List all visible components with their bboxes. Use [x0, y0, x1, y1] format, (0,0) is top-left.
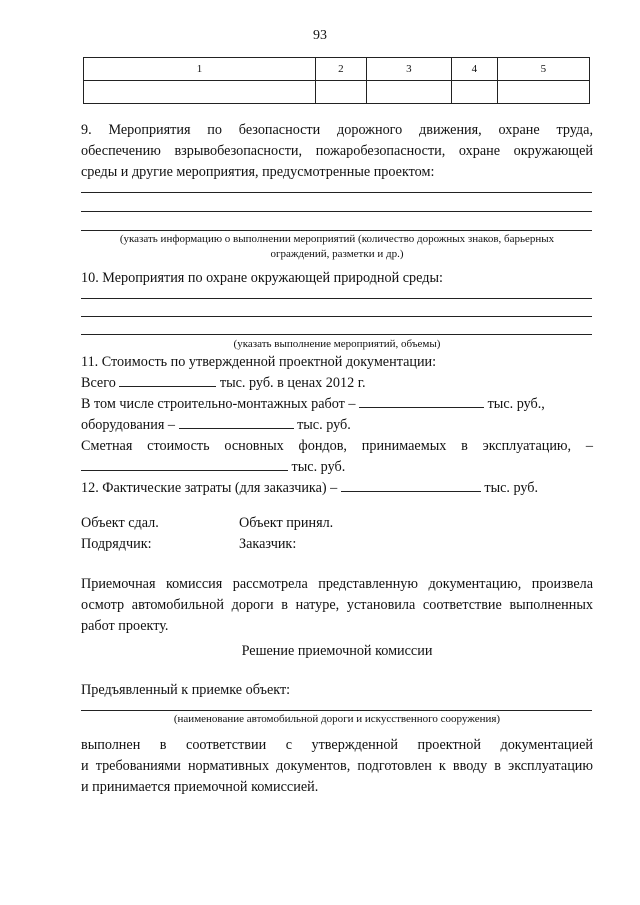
table-cell[interactable] [316, 81, 367, 104]
table-header-cell: 3 [366, 58, 451, 81]
table-cell[interactable] [497, 81, 589, 104]
commission-line: Приемочная комиссия рассмотрела представленную документацию, произвела [81, 576, 593, 592]
table-header-cell: 2 [316, 58, 367, 81]
fill-line[interactable] [81, 211, 592, 212]
total-row [81, 373, 593, 394]
total-label: Всего [81, 375, 116, 391]
equipment-label: оборудования – [81, 417, 175, 433]
actual-costs-field[interactable] [341, 479, 481, 492]
section-9-text [81, 120, 593, 183]
caption-line: ограждений, разметки и др.) [270, 248, 404, 260]
funds-line: Сметная стоимость основных фондов, принимаемых в эксплуатацию, – [81, 438, 593, 454]
total-field[interactable] [119, 374, 216, 387]
smr-row [81, 394, 593, 415]
total-suffix: тыс. руб. в ценах 2012 г. [219, 375, 366, 391]
fill-line[interactable] [81, 316, 592, 317]
section-10-caption: (указать выполнение мероприятий, объемы) [233, 338, 441, 350]
table-cell[interactable] [452, 81, 498, 104]
section-12-label: 12. Фактические затраты (для заказчика) – [81, 480, 338, 496]
commission-line: осмотр автомобильной дороги в натуре, установила соответствие выполненных [81, 597, 593, 613]
decision-line: и принимается приемочной комиссией. [81, 779, 319, 795]
fill-line[interactable] [81, 298, 592, 299]
equipment-suffix: тыс. руб. [297, 417, 351, 433]
fill-line[interactable] [81, 334, 592, 335]
table-header-row [84, 58, 590, 81]
table-cell[interactable] [84, 81, 316, 104]
data-table [83, 57, 590, 104]
decision-paragraph [81, 735, 593, 798]
handed-over-label: Объект сдал. [81, 515, 159, 531]
table-header-cell: 1 [84, 58, 316, 81]
fill-line[interactable] [81, 230, 592, 231]
section-11-title: 11. Стоимость по утвержденной проектной документации: [81, 354, 437, 370]
section-9-caption [81, 232, 593, 262]
commission-paragraph [81, 574, 593, 637]
decision-line: и требованиями нормативных документов, подготовлен к вводу в эксплуатацию [81, 758, 593, 774]
page-number: 93 [313, 28, 327, 43]
commission-line: работ проекту. [81, 618, 169, 634]
smr-field[interactable] [359, 395, 484, 408]
customer-label: Заказчик: [239, 536, 297, 552]
decision-title: Решение приемочной комиссии [241, 643, 433, 659]
smr-label: В том числе строительно-монтажных работ – [81, 396, 356, 412]
decision-caption: (наименование автомобильной дороги и искусственного сооружения) [173, 713, 501, 725]
presented-object-label: Предъявленный к приемке объект: [81, 682, 291, 698]
funds-suffix: тыс. руб. [291, 459, 346, 475]
fill-line[interactable] [81, 192, 592, 193]
equipment-row [81, 415, 593, 436]
contractor-label: Подрядчик: [81, 536, 152, 552]
section-9-line: обеспечению взрывобезопасности, пожаробезопасности, охране окружающей [81, 143, 593, 159]
table-header-cell: 4 [452, 58, 498, 81]
section-12-suffix: тыс. руб. [484, 480, 539, 496]
table-row [84, 81, 590, 104]
section-9-line: 9. Мероприятия по безопасности дорожного движения, охране труда, [81, 122, 593, 138]
accepted-label: Объект принял. [239, 515, 334, 531]
funds-row [81, 457, 593, 478]
fill-line[interactable] [81, 710, 592, 711]
table-header-cell: 5 [497, 58, 589, 81]
table-cell[interactable] [366, 81, 451, 104]
decision-line: выполнен в соответствии с утвержденной проектной документацией [81, 737, 593, 753]
smr-suffix: тыс. руб., [487, 396, 545, 412]
caption-line: (указать информацию о выполнении мероприятий (количество дорожных знаков, барьерных [119, 233, 555, 245]
section-9-line: среды и другие мероприятия, предусмотренные проектом: [81, 164, 435, 180]
section-10-title: 10. Мероприятия по охране окружающей природной среды: [81, 270, 443, 286]
funds-field[interactable] [81, 458, 288, 471]
equipment-field[interactable] [179, 416, 294, 429]
section-12-row [81, 478, 593, 499]
